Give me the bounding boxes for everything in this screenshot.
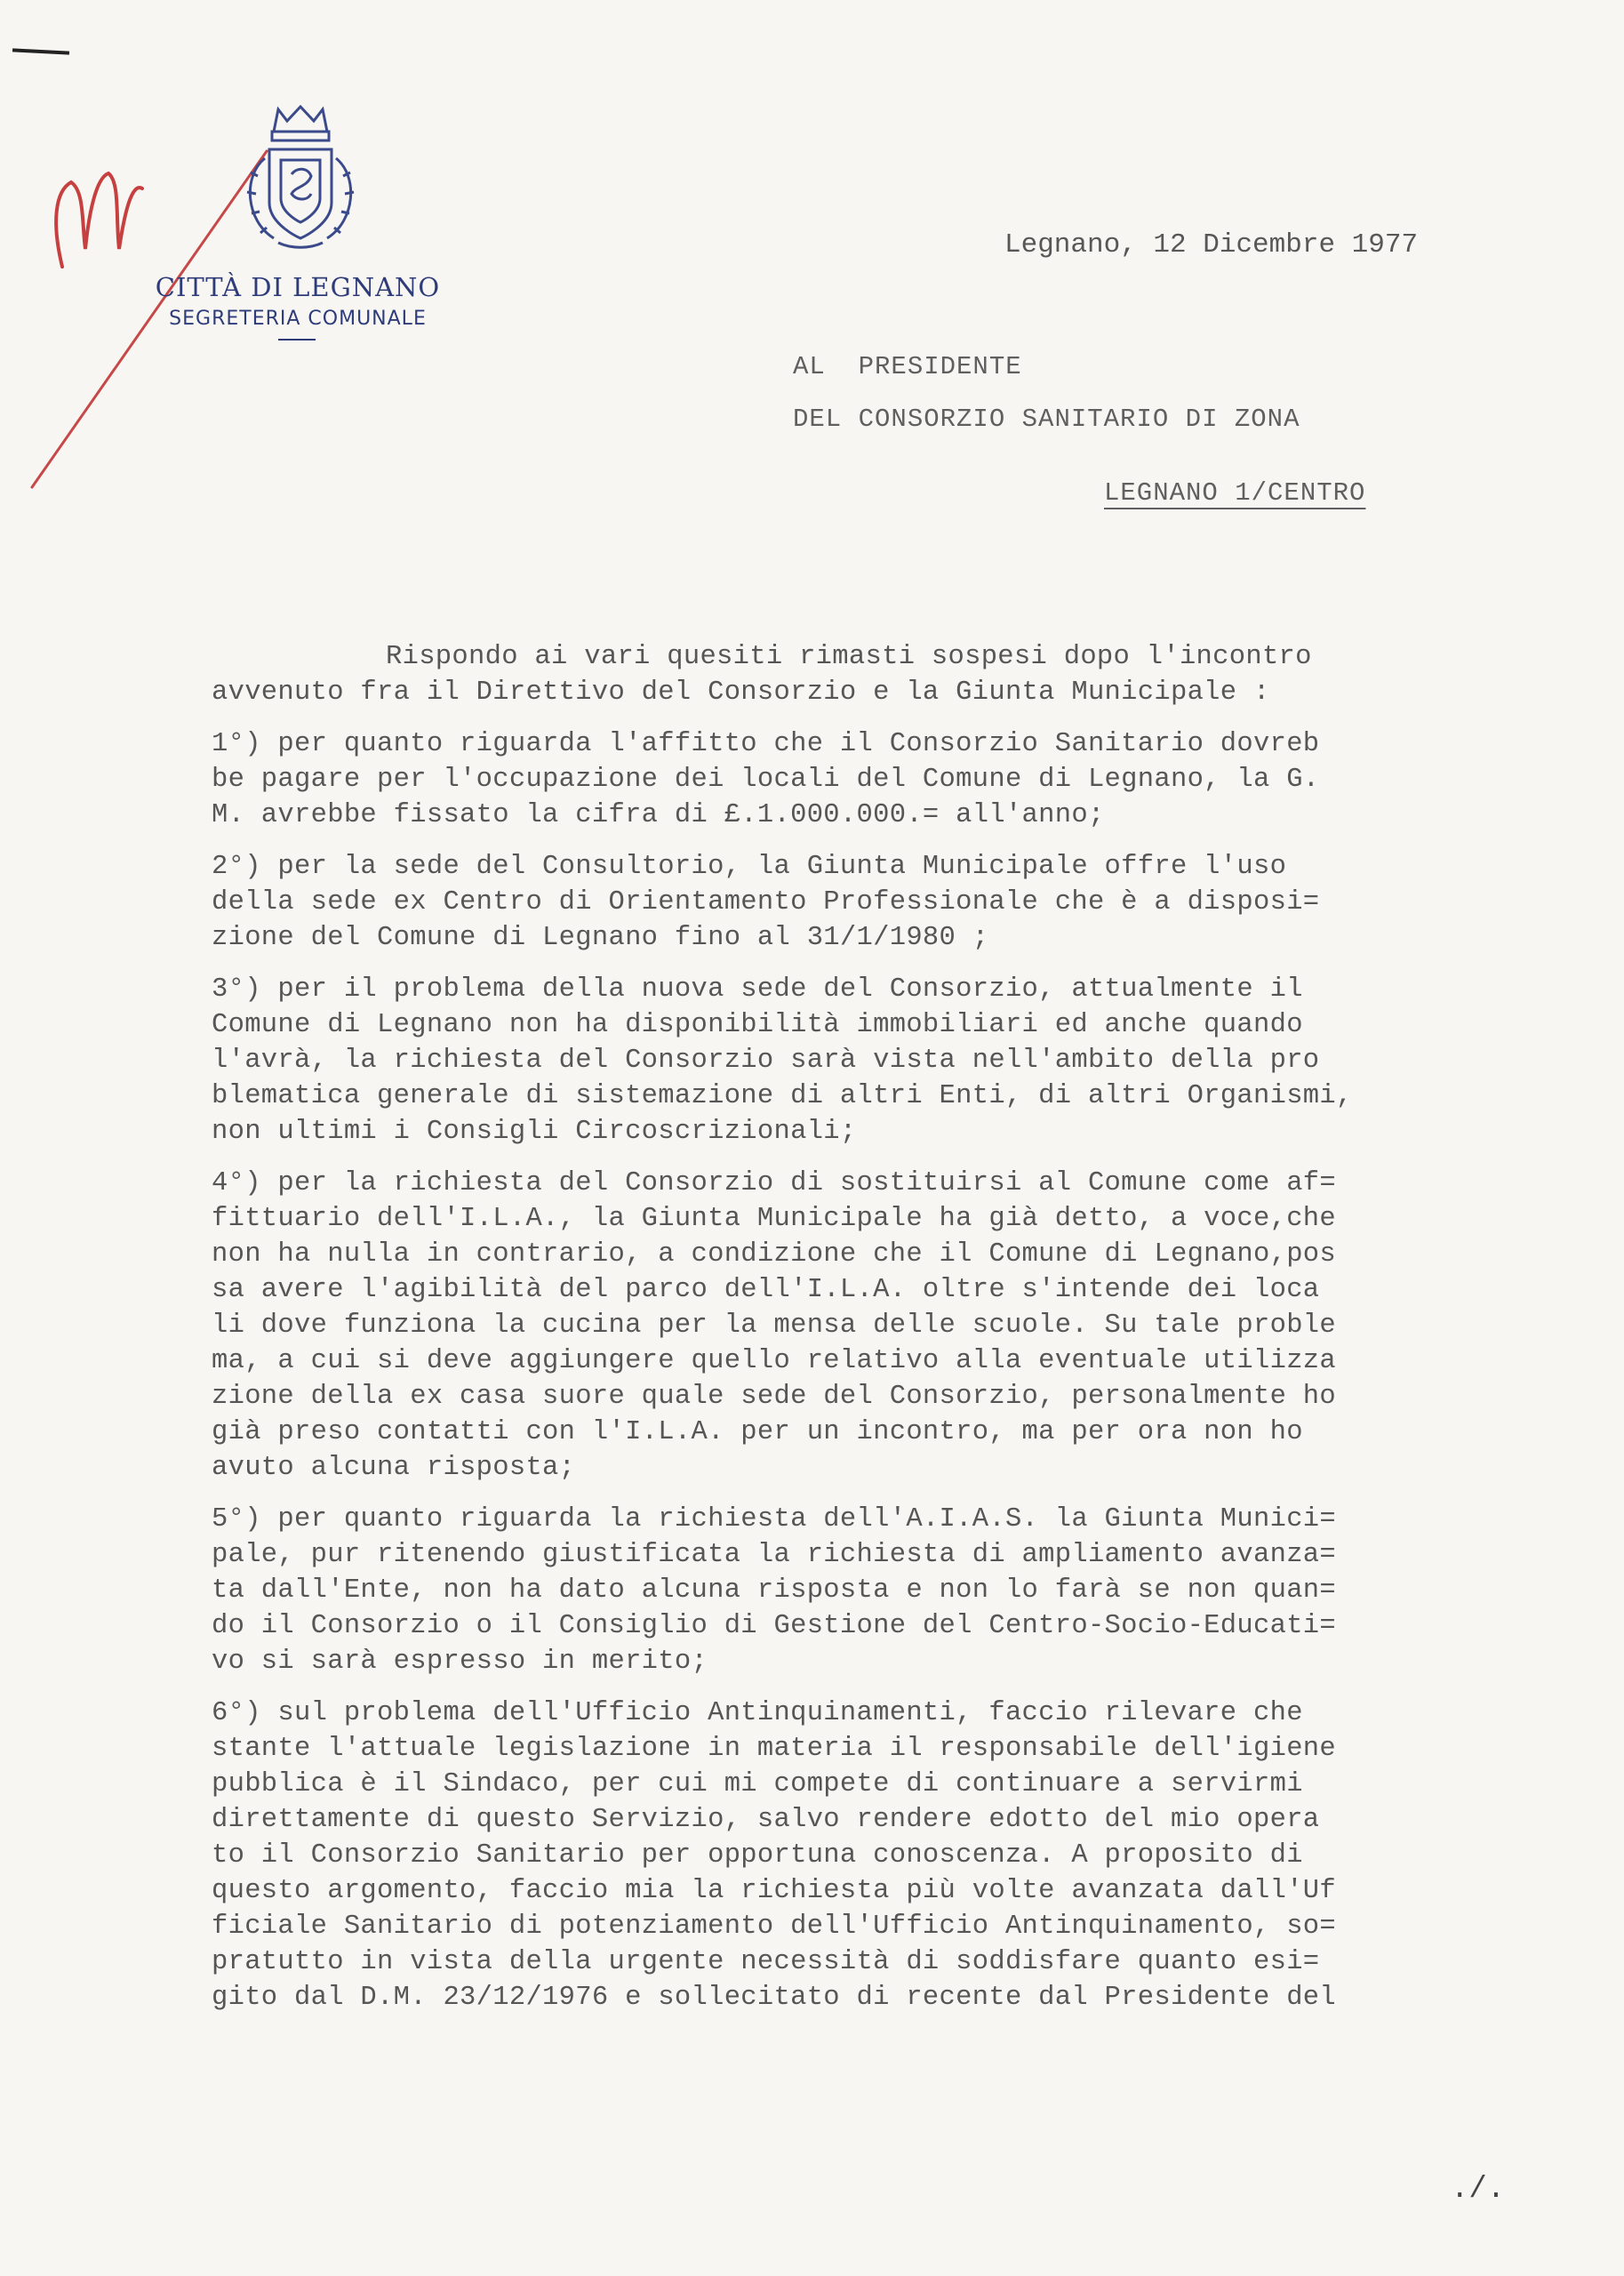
text-line: non ultimi i Consigli Circoscrizionali; xyxy=(212,1117,857,1147)
text-line: zione della ex casa suore quale sede del Consorzio, personalmente ho xyxy=(212,1382,1337,1412)
recipient-line-2: DEL CONSORZIO SANITARIO DI ZONA xyxy=(793,405,1300,434)
text-line: li dove funziona la cucina per la mensa delle scuole. Su tale proble xyxy=(212,1310,1337,1341)
text-line: be pagare per l'occupazione dei locali del Comune di Legnano, la G. xyxy=(212,765,1320,795)
city-crest-icon xyxy=(238,105,363,256)
text-line: 6°) sul problema dell'Ufficio Antinquinamenti, faccio rilevare che xyxy=(212,1698,1303,1728)
text-line: 5°) per quanto riguarda la richiesta dell'A.I.A.S. la Giunta Munici= xyxy=(212,1504,1337,1535)
text-line: blematica generale di sistemazione di altri Enti, di altri Organismi, xyxy=(212,1081,1353,1111)
text-line: sa avere l'agibilità del parco dell'I.L.A. oltre s'intende dei loca xyxy=(212,1275,1320,1305)
text-line: do il Consorzio o il Consiglio di Gestione del Centro-Socio-Educati= xyxy=(212,1611,1337,1641)
text-line: avuto alcuna risposta; xyxy=(212,1453,576,1483)
paragraph-6 xyxy=(212,1698,1563,2018)
letter-body xyxy=(212,642,1563,2034)
paragraph-2 xyxy=(212,852,1563,958)
text-line: pubblica è il Sindaco, per cui mi compete di continuare a servirmi xyxy=(212,1769,1303,1799)
recipient-line-1: AL PRESIDENTE xyxy=(793,352,1022,381)
paragraph-4 xyxy=(212,1168,1563,1488)
text-line: ficiale Sanitario di potenziamento dell'Ufficio Antinquinamento, so= xyxy=(212,1911,1337,1942)
text-line: M. avrebbe fissato la cifra di £.1.000.000.= all'anno; xyxy=(212,800,1105,830)
text-line: già preso contatti con l'I.L.A. per un incontro, ma per ora non ho xyxy=(212,1417,1303,1447)
text-line: 2°) per la sede del Consultorio, la Giunta Municipale offre l'uso xyxy=(212,852,1287,882)
text-line: direttamente di questo Servizio, salvo rendere edotto del mio opera xyxy=(212,1805,1320,1835)
letterhead-rule xyxy=(278,339,316,341)
text-line: ta dall'Ente, non ha dato alcuna risposta e non lo farà se non quan= xyxy=(212,1575,1337,1606)
text-line: 3°) per il problema della nuova sede del Consorzio, attualmente il xyxy=(212,974,1303,1005)
text-line: non ha nulla in contrario, a condizione che il Comune di Legnano,pos xyxy=(212,1239,1337,1270)
text-line: 4°) per la richiesta del Consorzio di sostituirsi al Comune come af= xyxy=(212,1168,1337,1198)
letterhead-office: SEGRETERIA COMUNALE xyxy=(169,308,427,330)
letterhead-city: CITTÀ DI LEGNANO xyxy=(155,272,441,302)
text-line: to il Consorzio Sanitario per opportuna conoscenza. A proposito di xyxy=(212,1840,1303,1871)
text-line: ma, a cui si deve aggiungere quello relativo alla eventuale utilizza xyxy=(212,1346,1337,1376)
text-line: 1°) per quanto riguarda l'affitto che il Consorzio Sanitario dovreb xyxy=(212,729,1320,759)
text-line: zione del Comune di Legnano fino al 31/1/1980 ; xyxy=(212,923,989,953)
paragraph-1 xyxy=(212,729,1563,836)
text-line: vo si sarà espresso in merito; xyxy=(212,1647,708,1677)
text-line: Rispondo ai vari quesiti rimasti sospesi dopo l'incontro xyxy=(386,642,1312,672)
recipient-line-3: LEGNANO 1/CENTRO xyxy=(1104,478,1366,508)
date-line: Legnano, 12 Dicembre 1977 xyxy=(1004,229,1419,260)
paragraph-5 xyxy=(212,1504,1563,1682)
text-line: l'avrà, la richiesta del Consorzio sarà vista nell'ambito della pro xyxy=(212,1046,1320,1076)
continuation-mark: ./. xyxy=(1451,2173,1506,2207)
text-line: avvenuto fra il Direttivo del Consorzio e la Giunta Municipale : xyxy=(212,677,1270,708)
text-line: fittuario dell'I.L.A., la Giunta Municipale ha già detto, a voce,che xyxy=(212,1204,1337,1234)
text-line: della sede ex Centro di Orientamento Professionale che è a disposi= xyxy=(212,887,1320,918)
text-line: pratutto in vista della urgente necessità di soddisfare quanto esi= xyxy=(212,1947,1320,1977)
paragraph-3 xyxy=(212,974,1563,1152)
text-line: Comune di Legnano non ha disponibilità immobiliari ed anche quando xyxy=(212,1010,1303,1040)
text-line: pale, pur ritenendo giustificata la richiesta di ampliamento avanza= xyxy=(212,1540,1337,1570)
text-line: questo argomento, faccio mia la richiesta più volte avanzata dall'Uf xyxy=(212,1876,1337,1906)
text-line: stante l'attuale legislazione in materia il responsabile dell'igiene xyxy=(212,1734,1337,1764)
paragraph-intro xyxy=(212,642,1563,713)
text-line: gito dal D.M. 23/12/1976 e sollecitato di recente dal Presidente del xyxy=(212,1983,1337,2013)
